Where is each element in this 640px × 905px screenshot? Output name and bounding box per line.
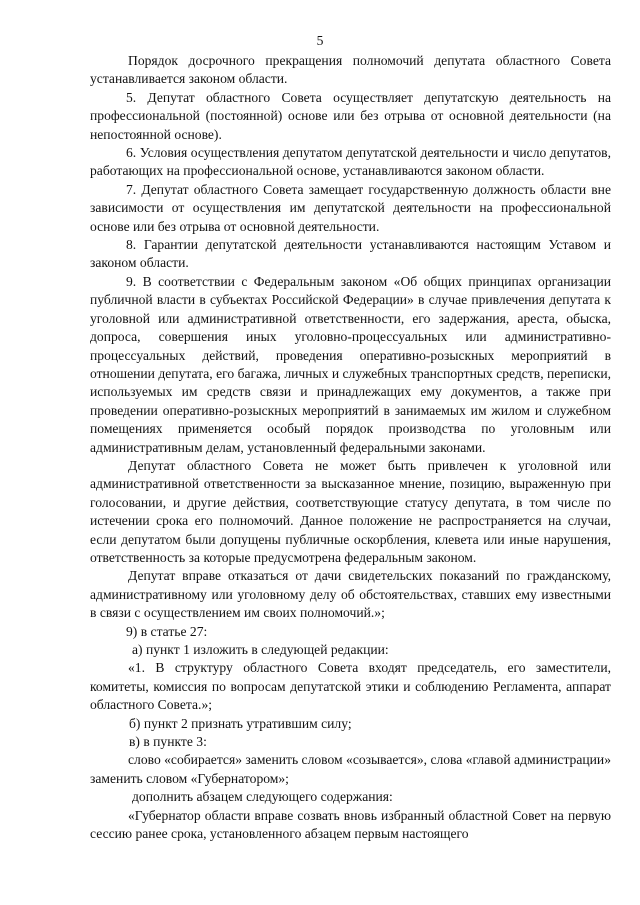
paragraph-add-clause: дополнить абзацем следующего содержания: bbox=[132, 789, 393, 805]
paragraph-structure-quote: «1. В структуру областного Совета входят председатель, его заместители, комитеты, комиссия по вопросам депутатской этики и соблюдению Регламента, аппарат областного Совета.»; bbox=[90, 660, 611, 713]
paragraph-sub-v: в) в пункте 3: bbox=[129, 734, 207, 750]
paragraph-sub-a: а) пункт 1 изложить в следующей редакции: bbox=[132, 642, 389, 657]
paragraph-item-6: 6. Условия осуществления депутатом депутатской деятельности и число депутатов, работающих на профессиональной основе, устанавливаются законом области. bbox=[90, 145, 611, 179]
document-body bbox=[90, 52, 611, 843]
paragraph-article-27: 9) в статье 27: bbox=[126, 623, 208, 639]
paragraph-item-7: 7. Депутат областного Совета замещает государственную должность области вне зависимости от осуществления им депутатской деятельности на профессиональной основе или без отрыва от основной деятельности. bbox=[90, 181, 611, 234]
paragraph-item-5: 5. Депутат областного Совета осуществляет депутатскую деятельность на профессиональной (постоянной) основе или без отрыва от основной деятельности (на непостоянной основе). bbox=[90, 89, 611, 142]
paragraph-item-9: 9. В соответствии с Федеральным законом «Об общих принципах организации публичной власти в субъектах Российской Федерации» в случае привлечения депутата к уголовной или административной ответственности, его задержания, ареста, обыска, допроса, совершения иных уголовно-процессуальных или административно-процессуальных действий, проведения оперативно-розыскных мероприятий в отношении депутата, его багажа, личных и служебных транспортных средств, переписки, используемых им средств связи и принадлежащих ему документов, а также при проведении оперативно-розыскных мероприятий в занимаемых им жилом и служебном помещениях применяется особый порядок производства по уголовным или административным делам, установленный федеральными законами. bbox=[90, 273, 611, 455]
paragraph-word-replacement: слово «собирается» заменить словом «созывается», слова «главой администрации» заменить словом «Губернатором»; bbox=[90, 752, 611, 786]
paragraph-governor-quote: «Губернатор области вправе созвать вновь избранный областной Совет на первую сессию ранее срока, установленного абзацем первым настоящего bbox=[90, 807, 611, 842]
paragraph-witness-refusal: Депутат вправе отказаться от дачи свидетельских показаний по гражданскому, административному или уголовному делу об обстоятельствах, ставших ему известными в связи с осуществлением им своих полномочий.»; bbox=[90, 568, 611, 621]
page-number: 5 bbox=[316, 33, 324, 48]
paragraph-sub-b: б) пункт 2 признать утратившим силу; bbox=[129, 715, 352, 731]
paragraph-item-8: 8. Гарантии депутатской деятельности устанавливаются настоящим Уставом и законом области. bbox=[90, 237, 611, 271]
paragraph-termination-order: Порядок досрочного прекращения полномочий депутата областного Совета устанавливается законом области. bbox=[90, 53, 611, 87]
paragraph-immunity: Депутат областного Совета не может быть привлечен к уголовной или административной ответственности за высказанное мнение, позицию, выраженную при голосовании, и другие действия, соответствующие статусу депутата, в том числе по истечении срока его полномочий. Данное положение не распространяется на случаи, если депутатом были допущены публичные оскорбления, клевета или иные нарушения, ответственность за которые предусмотрена федеральным законом. bbox=[90, 457, 611, 565]
